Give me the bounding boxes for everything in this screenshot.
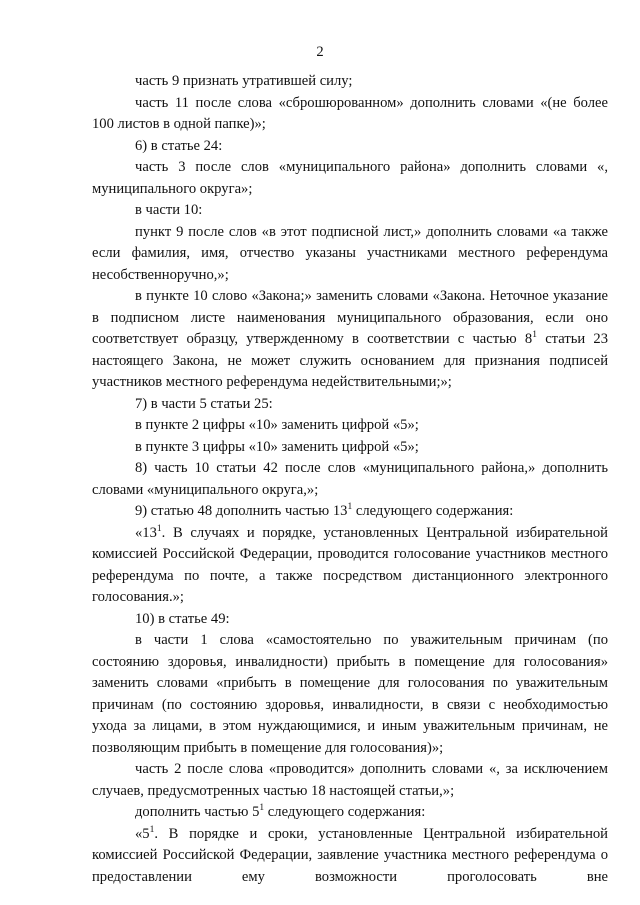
paragraph [92, 93, 608, 136]
text-run: пункт 9 после слов «в этот подписной лист,» дополнить словами «а также если фамилия, имя, отчество указаны участниками местного референдума несобственноручно,»; [92, 223, 608, 283]
paragraph [92, 200, 608, 222]
text-run: следующего содержания: [264, 804, 426, 820]
paragraph [92, 802, 608, 824]
paragraph [92, 286, 608, 394]
text-run: в пункте 10 слово «Закона;» заменить словами «Закона. Неточное указание в подписном листе наименования муниципального образования, если оно соответствует образцу, утвержденному в соответствии с частью 8 [92, 288, 608, 347]
superscript: 1 [156, 523, 162, 534]
text-run: следующего содержания: [352, 503, 514, 519]
paragraph [92, 630, 608, 759]
paragraph [92, 824, 608, 889]
text-run: в части 1 слова «самостоятельно по уважительным причинам (по состоянию здоровья, инвалидности) прибыть в помещение для голосования» заменить словами «прибыть в помещение для голосования по уважительным причинам (по состоянию здоровья, инвалидности, в связи с необходимостью ухода за лицами, в этом нуждающимися, и иным уважительным причинам, не позволяющим прибыть в помещение для голосования)»; [92, 632, 608, 756]
text-run: статьи 23 настоящего Закона, не может служить основанием для признания подписей участников местного референдума недействительными;»; [92, 331, 608, 390]
text-run: «13 [135, 524, 157, 541]
document-body [92, 71, 608, 888]
text-run: дополнить частью 5 [135, 804, 260, 820]
paragraph [92, 523, 608, 609]
text-run: часть 2 после слова «проводится» дополнить словами «, за исключением случаев, предусмотренных частью 18 настоящей статьи,»; [92, 761, 608, 799]
text-run: 10) в статье 49: [135, 610, 230, 627]
page-number: 2 [316, 44, 324, 60]
superscript: 1 [259, 803, 265, 813]
text-run: 9) статью 48 дополнить частью 13 [135, 503, 348, 519]
text-run: часть 9 признать утратившей силу; [135, 73, 353, 89]
paragraph [92, 71, 608, 93]
paragraph [92, 501, 608, 523]
paragraph [92, 437, 608, 459]
text-run: в пункте 2 цифры «10» заменить цифрой «5»; [135, 417, 419, 433]
text-run: в части 10: [135, 202, 203, 218]
text-run: . В случаях и порядке, установленных Центральной избирательной комиссией Российской Федерации, проводится голосование участников местного референдума по почте, а также посредством дистанционного электронного голосования.»; [92, 524, 608, 605]
text-run: в пункте 3 цифры «10» заменить цифрой «5»; [135, 438, 419, 455]
paragraph [92, 222, 608, 287]
paragraph [92, 759, 608, 802]
superscript: 1 [532, 330, 537, 340]
paragraph [92, 136, 608, 158]
text-run: . В порядке и сроки, установленные Центральной избирательной комиссией Российской Федерации, заявление участника местного референдума о предоставлении ему возможности проголосовать вне [92, 825, 608, 885]
text-run: часть 3 после слов «муниципального района» дополнить словами «, муниципального округа»; [92, 159, 608, 197]
paragraph [92, 157, 608, 200]
text-run: 6) в статье 24: [135, 137, 223, 154]
paragraph [92, 609, 608, 631]
paragraph [92, 415, 608, 437]
text-run: 7) в части 5 статьи 25: [135, 395, 273, 412]
text-run: часть 11 после слова «сброшюрованном» дополнить словами «(не более 100 листов в одной папке)»; [92, 94, 608, 132]
text-run: «5 [135, 825, 150, 842]
superscript: 1 [347, 502, 353, 512]
superscript: 1 [149, 824, 155, 835]
paragraph [92, 394, 608, 416]
paragraph [92, 458, 608, 501]
text-run: 8) часть 10 статьи 42 после слов «муниципального района,» дополнить словами «муниципального округа,»; [92, 460, 608, 498]
